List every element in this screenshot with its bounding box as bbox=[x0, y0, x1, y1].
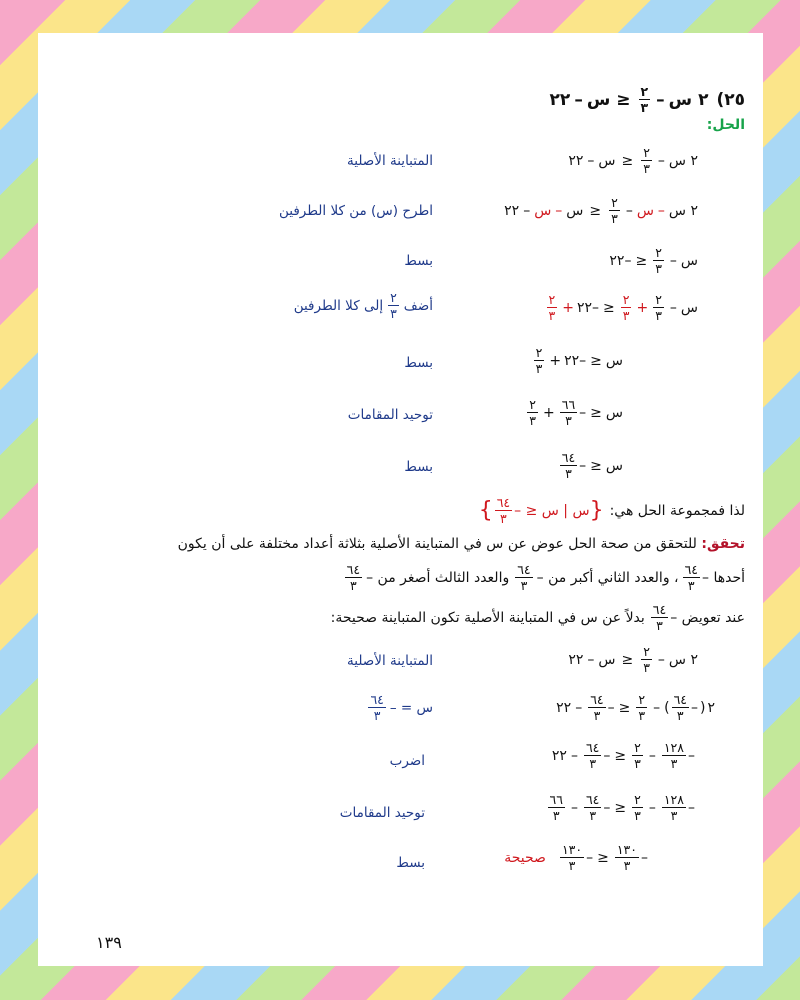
verify-row: ٢ س – $\frac{٢}{٣}$ ≤ س – ٢٢ bbox=[568, 644, 698, 675]
step-row: س – $\frac{٢}{٣}$ + $\frac{٢}{٣}$ ≤ –٢٢ + $\frac{٢}{٣}$ bbox=[548, 292, 698, 323]
verify-note: اضرب bbox=[389, 753, 425, 769]
check-paragraph: تحقق: للتحقق من صحة الحل عوض عن س في المتباينة الأصلية بثلاثة أعداد مختلفة على أن يكون bbox=[177, 536, 745, 552]
step-note: بسط bbox=[404, 253, 433, 269]
solution-set: لذا فمجموعة الحل هي: { س | س ≤ – $\frac{٦٤}{٣}$ } bbox=[478, 495, 745, 526]
problem-number: ٢٥ bbox=[724, 89, 745, 110]
check-line-2: أحدها – $\frac{٦٤}{٣}$ ، والعدد الثاني أكبر من – $\frac{٦٤}{٣}$ والعدد الثالث أصغر من – $\frac{٦٤}{٣}$ bbox=[346, 562, 745, 593]
verify-row: – $\frac{١٢٨}{٣}$ – $\frac{٢}{٣}$ ≤ – $\frac{٦٤}{٣}$ – $\frac{٦٦}{٣}$ bbox=[549, 792, 695, 823]
textbook-page bbox=[38, 33, 763, 966]
step-note: بسط bbox=[404, 355, 433, 371]
step-note: توحيد المقامات bbox=[347, 407, 433, 423]
verify-row: ٢ ( – $\frac{٦٤}{٣}$ ) – $\frac{٢}{٣}$ ≤ – $\frac{٦٤}{٣}$ – ٢٢ bbox=[556, 692, 715, 723]
verify-note: بسط bbox=[396, 855, 425, 871]
verify-note: س = – $\frac{٦٤}{٣}$ bbox=[370, 692, 433, 723]
step-note: بسط bbox=[404, 459, 433, 475]
verify-row: – $\frac{١٢٨}{٣}$ – $\frac{٢}{٣}$ ≤ – $\frac{٦٤}{٣}$ – ٢٢ bbox=[551, 740, 695, 771]
step-note: أضف $\frac{٢}{٣}$ إلى كلا الطرفين bbox=[293, 290, 433, 321]
step-row: س ≤ – $\frac{٦٦}{٣}$ + $\frac{٢}{٣}$ bbox=[529, 397, 623, 428]
problem-statement: ٢٥ ) ٢ س – $\frac{٢}{٣}$ ≤ س – ٢٢ bbox=[549, 84, 745, 115]
verify-note: المتباينة الأصلية bbox=[347, 653, 433, 669]
step-row: ٢ س – $\frac{٢}{٣}$ ≤ س – ٢٢ bbox=[568, 145, 698, 176]
step-row: ٢ س – س – $\frac{٢}{٣}$ ≤ س – س – ٢٢ bbox=[504, 195, 698, 226]
verify-row: – $\frac{١٣٠}{٣}$ ≤ – $\frac{١٣٠}{٣}$ صحيحة bbox=[504, 842, 648, 873]
step-row: س ≤ –٢٢ + $\frac{٢}{٣}$ bbox=[535, 345, 623, 376]
step-note: المتباينة الأصلية bbox=[347, 153, 433, 169]
check-line-3: عند تعويض – $\frac{٦٤}{٣}$ بدلاً عن س في المتباينة الأصلية تكون المتباينة صحيحة: bbox=[330, 602, 745, 633]
result-label: صحيحة bbox=[504, 849, 546, 866]
step-row: س – $\frac{٢}{٣}$ ≤ –٢٢ bbox=[609, 245, 698, 276]
fraction: $\frac{٢}{٣}$ bbox=[640, 84, 649, 115]
solution-label: الحل: bbox=[706, 117, 745, 133]
page-number: ١٣٩ bbox=[96, 933, 122, 952]
verify-note: توحيد المقامات bbox=[339, 805, 425, 821]
step-row: س ≤ – $\frac{٦٤}{٣}$ bbox=[561, 450, 623, 481]
step-note: اطرح (س) من كلا الطرفين bbox=[278, 203, 433, 219]
check-label: تحقق: bbox=[701, 536, 745, 552]
